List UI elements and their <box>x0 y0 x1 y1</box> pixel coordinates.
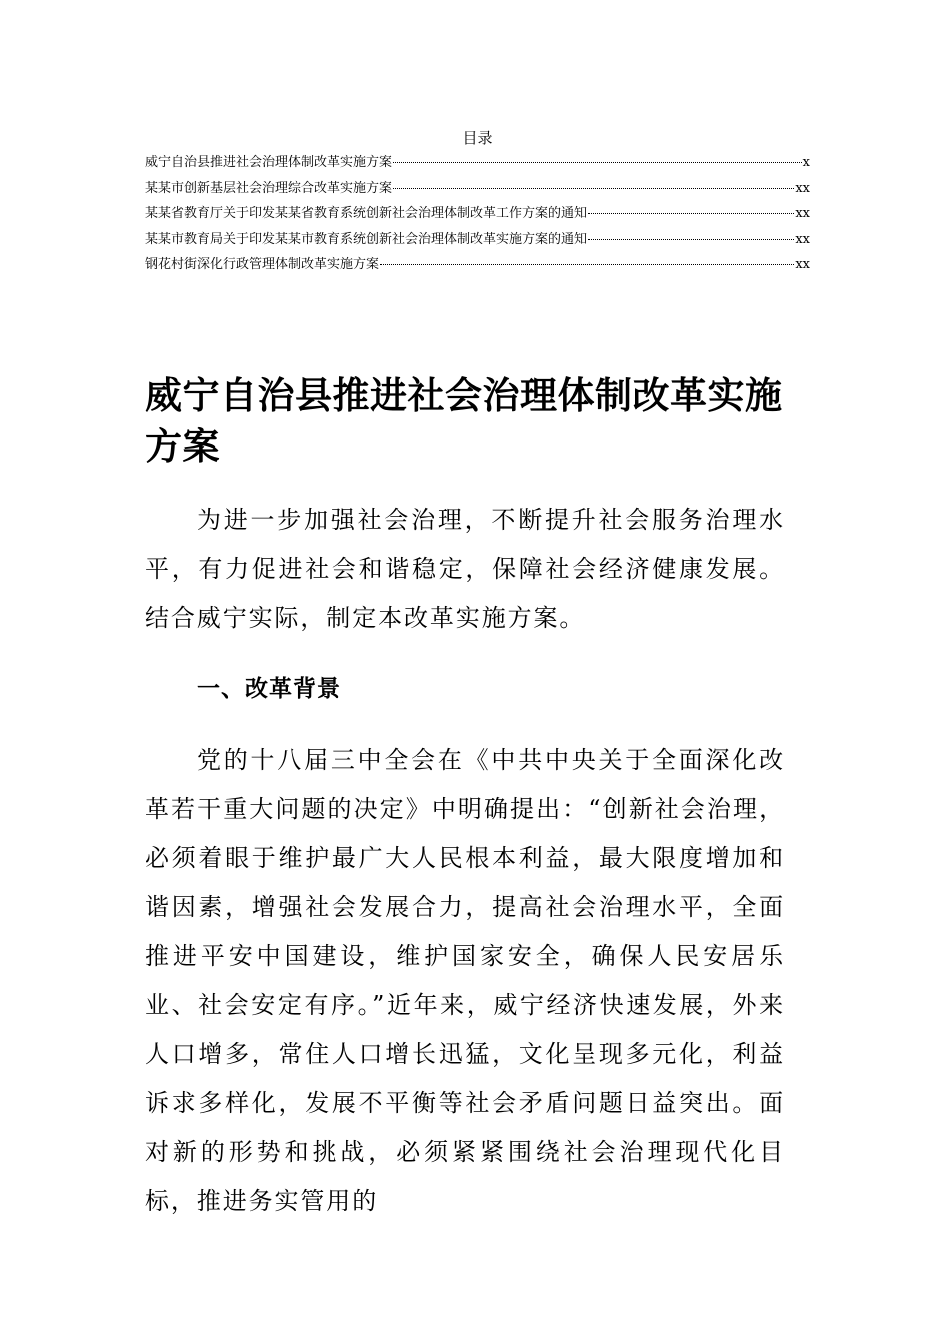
toc-entry-text: 威宁自治县推进社会治理体制改革实施方案 <box>145 155 393 170</box>
toc-leader-dots <box>393 162 802 163</box>
toc-list <box>145 150 810 278</box>
toc-entry-text: 钢花村街深化行政管理体制改革实施方案 <box>145 257 380 273</box>
toc-entry[interactable] <box>145 176 810 202</box>
toc-entry[interactable] <box>145 227 810 253</box>
toc-entry-page: x <box>802 155 810 170</box>
intro-paragraph: 为进一步加强社会治理，不断提升社会服务治理水平，有力促进社会和谐稳定，保障社会经济健康发展。结合威宁实际，制定本改革实施方案。 <box>145 506 785 632</box>
toc-entry-page: xx <box>795 231 810 247</box>
toc-leader-dots <box>588 239 794 240</box>
toc-leader-dots <box>380 264 794 265</box>
toc-leader-dots <box>393 188 794 189</box>
toc-entry-page: xx <box>795 257 810 273</box>
background-paragraph: 党的十八届三中全会在《中共中央关于全面深化改革若干重大问题的决定》中明确提出：“创新社会治理，必须着眼于维护最广大人民根本利益，最大限度增加和谐因素，增强社会发展合力，提高社会治理水平，全面推进平安中国建设，维护国家安全，确保人民安居乐业、社会安定有序。”近年来，威宁经济快速发展，外来人口增多，常住人口增长迅猛，文化呈现多元化，利益诉求多样化，发展不平衡等社会矛盾问题日益突出。面对新的形势和挑战，必须紧紧围绕社会治理现代化目标，推进务实管用的 <box>145 746 785 1215</box>
toc-entry-text: 某某省教育厅关于印发某某省教育系统创新社会治理体制改革工作方案的通知 <box>145 206 588 222</box>
section-heading: 一、改革背景 <box>197 676 341 702</box>
toc-entry-text: 某某市教育局关于印发某某市教育系统创新社会治理体制改革实施方案的通知 <box>145 231 588 247</box>
toc-entry[interactable] <box>145 252 810 278</box>
toc-entry[interactable] <box>145 150 810 176</box>
toc-title: 目录 <box>462 129 493 147</box>
toc-entry-page: xx <box>795 206 810 222</box>
toc-leader-dots <box>588 213 794 214</box>
document-title: 威宁自治县推进社会治理体制改革实施方案 <box>145 374 783 468</box>
toc-entry-page: xx <box>795 180 810 196</box>
toc-entry[interactable] <box>145 201 810 227</box>
toc-entry-text: 某某市创新基层社会治理综合改革实施方案 <box>145 180 393 196</box>
table-of-contents <box>145 128 810 278</box>
